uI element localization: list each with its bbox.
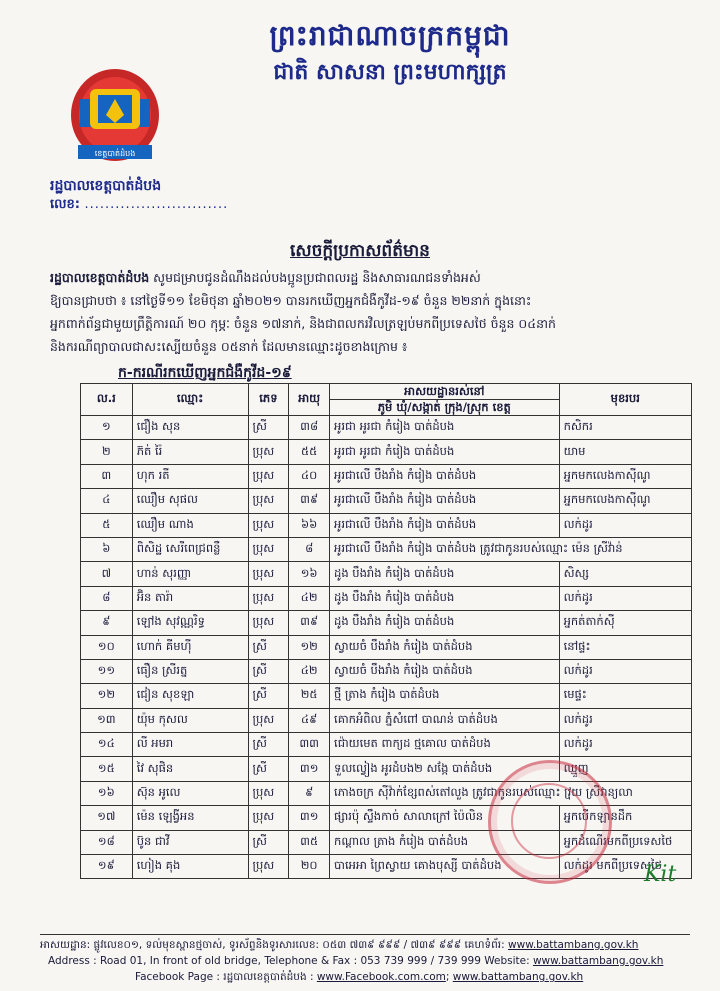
cell-sex: ស្រី [248, 757, 289, 781]
cell-no: ៩ [81, 611, 133, 635]
cell-job: លក់ដូរ [559, 513, 691, 537]
cell-addr: ស្វាយចំ បឹងរាំង កំរៀង បាត់ដំបង [330, 659, 560, 683]
website-link[interactable]: www.battambang.gov.kh [452, 971, 584, 983]
cell-age: ៤៩ [289, 708, 330, 732]
cell-age: ៨ [289, 537, 330, 561]
cell-no: ១៧ [81, 806, 133, 830]
cell-age: ៩ [289, 781, 330, 805]
cell-sex: ប្រុស [248, 513, 289, 537]
cell-sex: ស្រី [248, 416, 289, 440]
cell-name: ម៉េន ឡេង្វីអន [132, 806, 248, 830]
cell-name: ភ៊ត់ រ៉ៃ [132, 440, 248, 464]
cell-no: ១៩ [81, 855, 133, 879]
cell-age: ៤០ [289, 464, 330, 488]
cell-name: ហោក់ គីមហ៊ី [132, 635, 248, 659]
cell-age: ៣៩ [289, 489, 330, 513]
cell-name: ឈឿម ណាង [132, 513, 248, 537]
cell-name: ជឿង សុន [132, 416, 248, 440]
cell-no: ៨ [81, 586, 133, 610]
cell-sex: ប្រុស [248, 855, 289, 879]
table-row [81, 489, 692, 513]
notice-paragraph-line: និងករណីព្យាបាលជាសះស្បើយចំនួន ០៥នាក់ ដែលមានឈ្មោះដូចខាងក្រោម ៖ [50, 339, 408, 354]
table-row [81, 537, 692, 561]
cell-no: ១៦ [81, 781, 133, 805]
cell-no: ៣ [81, 464, 133, 488]
cell-sex: ប្រុស [248, 708, 289, 732]
table-row [81, 562, 692, 586]
table-row [81, 708, 692, 732]
cell-job: យាម [559, 440, 691, 464]
cell-job: មេផ្ទះ [559, 684, 691, 708]
cell-age: ១៦ [289, 562, 330, 586]
cell-addr: ភោងចក្រ ស៊ីវ៉ាក់ខ្សែពស់តៅលួង ត្រូវជាកូនរបស់ឈ្មោះ វ្រុយ ស្រីវាន្យលា [330, 781, 692, 805]
cell-name: ហុក រតី [132, 464, 248, 488]
cell-no: ១ [81, 416, 133, 440]
cell-addr: ដូង បឹងរាំង កំរៀង បាត់ដំបង [330, 562, 560, 586]
table-row [81, 440, 692, 464]
cell-job: លក់ដូរ មកពីប្រទេសថៃ [559, 855, 691, 879]
website-link[interactable]: www.battambang.gov.kh [532, 955, 664, 967]
cell-name: យ៉ុម កុសល [132, 708, 248, 732]
cell-sex: ប្រុស [248, 611, 289, 635]
cell-no: ១៤ [81, 733, 133, 757]
cell-job: សិស្ស [559, 562, 691, 586]
table-row [81, 416, 692, 440]
cell-addr: បាអេអា ព្រៃស្វាយ គោងបុស្សី បាត់ដំបង [330, 855, 560, 879]
cell-job: អ្នកត់តាក់ស៊ី [559, 611, 691, 635]
cell-age: ៤២ [289, 659, 330, 683]
cell-no: ១៣ [81, 708, 133, 732]
cell-job: កសិករ [559, 416, 691, 440]
cell-no: ៥ [81, 513, 133, 537]
cell-addr: អូរជា អូរជា កំរៀង បាត់ដំបង [330, 416, 560, 440]
cell-addr: ដូង បឹងរាំង កំរៀង បាត់ដំបង [330, 586, 560, 610]
cell-addr: អូរជាលើ បឹងរាំង កំរៀង បាត់ដំបង [330, 464, 560, 488]
cell-sex: ស្រី [248, 733, 289, 757]
cell-sex: ប្រុស [248, 440, 289, 464]
signature: Kit [644, 862, 677, 887]
cell-age: ២៥ [289, 684, 330, 708]
cell-sex: ប្រុស [248, 781, 289, 805]
cell-addr: ផ្សារប៉ុ ស្ទឹងកាច់ សាលាក្រៅ ប៉ៃលិន [330, 806, 560, 830]
table-row [81, 635, 692, 659]
document-number-label: លេខ: [50, 197, 80, 212]
cell-addr: ដូង បឹងរាំង កំរៀង បាត់ដំបង [330, 611, 560, 635]
header-address-detail: ភូមិ ឃុំ/សង្កាត់ ក្រុង/ស្រុក ខេត្ត [330, 400, 560, 416]
cell-no: ១៥ [81, 757, 133, 781]
organization-name: រដ្ឋបាលខេត្តបាត់ដំបង [50, 178, 162, 194]
cell-no: ២ [81, 440, 133, 464]
document-number-blank: ............................ [84, 197, 229, 212]
cell-addr: ទួលល្វៀង អូរដំបង២ សង្កែ បាត់ដំបង [330, 757, 560, 781]
cell-no: ៤ [81, 489, 133, 513]
cell-job: លក់ដូរ [559, 733, 691, 757]
cell-name: ហៀង គុង [132, 855, 248, 879]
cell-no: ១៨ [81, 830, 133, 854]
cell-age: ៥៥ [289, 440, 330, 464]
cell-age: ៣១ [289, 757, 330, 781]
cell-sex: ប្រុស [248, 586, 289, 610]
cell-age: ៣១ [289, 806, 330, 830]
notice-issuer: រដ្ឋបាលខេត្តបាត់ដំបង [50, 270, 150, 285]
cell-addr: អូរជាលើ បឹងរាំង កំរៀង បាត់ដំបង [330, 489, 560, 513]
cell-name: អ៊ិន តារ៉ា [132, 586, 248, 610]
national-motto: ជាតិ សាសនា ព្រះមហាក្សត្រ [273, 59, 507, 85]
cell-name: ហាន់ សុរញ្ញា [132, 562, 248, 586]
cell-age: ៤២ [289, 586, 330, 610]
cell-addr: អូរជាលើ បឹងរាំង កំរៀង បាត់ដំបង [330, 513, 560, 537]
footer-divider [40, 934, 690, 935]
cell-sex: ស្រី [248, 684, 289, 708]
cell-addr: ជ៉ោយមេត ពាក្យដ ថ្មគោល បាត់ដំបង [330, 733, 560, 757]
facebook-link[interactable]: www.Facebook.com.com [316, 971, 446, 983]
table-row [81, 733, 692, 757]
cell-sex: ប្រុស [248, 464, 289, 488]
cell-sex: ស្រី [248, 830, 289, 854]
table-row [81, 659, 692, 683]
cell-addr: អូរជាលើ បឹងរាំង កំរៀង បាត់ដំបង ត្រូវជាកូនរបស់ឈ្មោះ ម៉េន ស្រីវ៉ាន់ [330, 537, 692, 561]
cell-sex: ប្រុស [248, 537, 289, 561]
notice-paragraph-line [50, 266, 690, 289]
cell-job: លក់ដូរ [559, 586, 691, 610]
notice-title: សេចក្តីប្រកាសព័ត៌មាន [290, 241, 430, 261]
cell-job: ឈ្មួញ [559, 757, 691, 781]
cell-addr: ថ្មី ត្រាង កំរៀង បាត់ដំបង [330, 684, 560, 708]
cell-sex: ប្រុស [248, 489, 289, 513]
table-row [81, 684, 692, 708]
header-sex: ភេទ [248, 384, 289, 416]
table-row [81, 757, 692, 781]
cell-addr: ស្វាយចំ បឹងរាំង កំរៀង បាត់ដំបង [330, 635, 560, 659]
footer-facebook: Facebook Page : រដ្ឋបាលខេត្តបាត់ដំបង : www.Facebook.com.com; www.battambang.gov.kh [135, 971, 584, 983]
cell-job: អ្នកដំណើរមកពីប្រទេសថៃ [559, 830, 691, 854]
cell-no: ៦ [81, 537, 133, 561]
cell-name: ជៀន សុខឡា [132, 684, 248, 708]
notice-paragraph-line: អ្នកពាក់ព័ន្ធជាមួយព្រឹត្តិការណ៍ ២០ កុម្ភៈ ចំនួន ១៧នាក់, និងជាពលករវិលត្រឡប់មកពីប្រទេសថៃ ចំនួន ០៤នាក់ [50, 316, 556, 331]
footer-address-en: Address : Road 01, In front of old bridge, Telephone & Fax : 053 739 999 / 739 999 Website: www.battambang.gov.kh [48, 955, 664, 967]
table-row [81, 464, 692, 488]
emblem-caption: ខេត្តបាត់ដំបង [94, 149, 136, 158]
cell-age: ៣៨ [289, 416, 330, 440]
notice-text: សូមជម្រាបជូនដំណឹងដល់បងប្អូនប្រជាពលរដ្ឋ និងសាធារណជនទាំងអស់ [149, 270, 481, 285]
document-number [50, 196, 228, 215]
table-header-row [81, 384, 692, 400]
cell-addr: កណ្តាល ត្រាង កំរៀង បាត់ដំបង [330, 830, 560, 854]
cell-age: ៣៥ [289, 830, 330, 854]
notice-paragraph-line: ឱ្យបានជ្រាបថា ៖ នៅថ្ងៃទី១១ ខែមិថុនា ឆ្នាំ២០២១ បានរកឃើញអ្នកជំងឺកូវីដ-១៩ ចំនួន ២២នាក់ ក្នុងនោះ [50, 293, 532, 308]
footer-address-km: អាសយដ្ឋាន: ផ្លូវលេខ០១, ទល់មុខស្ពានថ្មចាស់, ទូរស័ព្ទនិងទូរសារលេខ: ០៥៣ ៧៣៩ ៩៩៩ / ៧៣៩ ៩៩៩ គេហទំព័រ: www.battambang.gov.kh [40, 939, 639, 951]
cell-name: ប៊ូន ជាវី [132, 830, 248, 854]
cell-age: ៣៩ [289, 611, 330, 635]
cell-age: ១២ [289, 635, 330, 659]
header-address: អាសយដ្ឋានរស់នៅ [330, 384, 560, 400]
cell-sex: ប្រុស [248, 562, 289, 586]
cell-age: ២០ [289, 855, 330, 879]
cell-age: ៦៦ [289, 513, 330, 537]
cell-job: នៅផ្ទះ [559, 635, 691, 659]
cell-sex: ស្រី [248, 659, 289, 683]
cell-sex: ប្រុស [248, 806, 289, 830]
kingdom-title: ព្រះរាជាណាចក្រកម្ពុជា [269, 19, 511, 52]
header-occupation: មុខរបរ [559, 384, 691, 416]
header-name: ឈ្មោះ [132, 384, 248, 416]
table-row [81, 611, 692, 635]
cell-no: ១២ [81, 684, 133, 708]
cell-no: ១១ [81, 659, 133, 683]
cell-name: ឡៅង សុវណ្ណរិទ្ធ [132, 611, 248, 635]
cell-job: អ្នកបើកឡានដឹក [559, 806, 691, 830]
cell-no: ១០ [81, 635, 133, 659]
cell-name: វៃ សុផិន [132, 757, 248, 781]
website-link[interactable]: www.battambang.gov.kh [508, 939, 639, 951]
cell-job: អ្នកមកលេងកាស៊ីណូ [559, 489, 691, 513]
cell-name: លី អមរា [132, 733, 248, 757]
cell-sex: ស្រី [248, 635, 289, 659]
cell-no: ៧ [81, 562, 133, 586]
cell-job: លក់ដូរ [559, 708, 691, 732]
header-no: ល.រ [81, 384, 133, 416]
cell-job: លក់ដូរ [559, 659, 691, 683]
table-row [81, 586, 692, 610]
official-stamp [488, 760, 612, 884]
cell-addr: គោកអំពិល ភ្នំសំពៅ បាណន់ បាត់ដំបង [330, 708, 560, 732]
cell-name: ធឿន ស្រីរត្ន [132, 659, 248, 683]
cell-name: ឈឿម សុផល [132, 489, 248, 513]
section-heading: ក-ករណីរកឃើញអ្នកជំងឺកូវីដ-១៩ [118, 365, 292, 381]
provincial-emblem-icon [60, 65, 170, 175]
cell-age: ៣៣ [289, 733, 330, 757]
cell-job: អ្នកមកលេងកាស៊ីណូ [559, 464, 691, 488]
cell-addr: អូរជា អូរជា កំរៀង បាត់ដំបង [330, 440, 560, 464]
header-age: អាយុ [289, 384, 330, 416]
cell-name: ពិសិដ្ឋ សេរីពេជ្រពន្លឺ [132, 537, 248, 561]
table-row [81, 513, 692, 537]
cell-name: ស៊ុន អូលេ [132, 781, 248, 805]
